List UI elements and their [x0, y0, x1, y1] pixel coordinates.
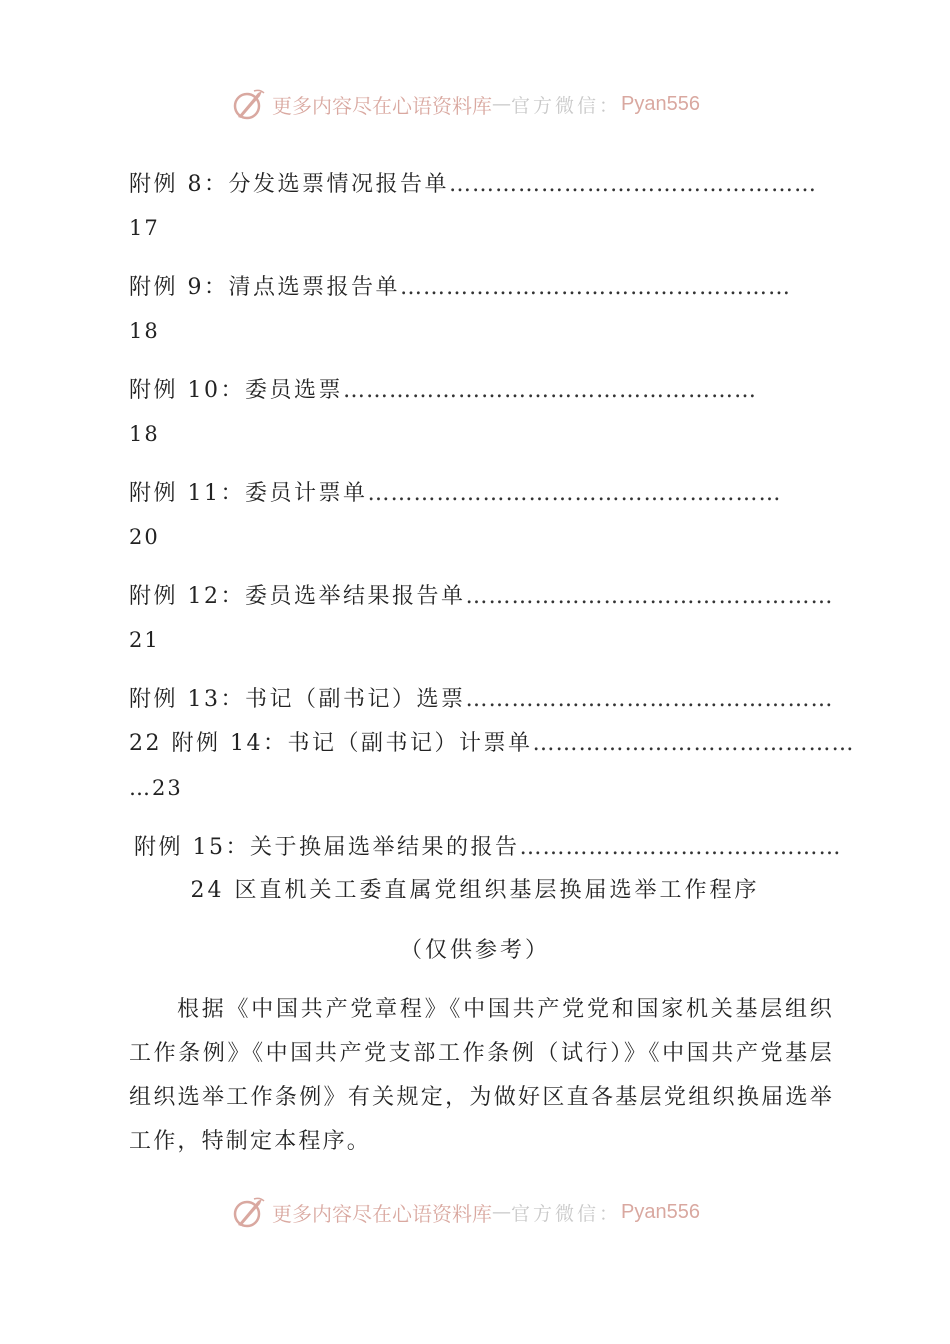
toc-item-12 [129, 582, 834, 612]
watermark-separator: — [492, 93, 511, 115]
watermark-wechat-id: Pyan556 [621, 92, 700, 115]
body-paragraph: 根据《中国共产党章程》《中国共产党党和国家机关基层组织工作条例》《中国共产党支部工作条例（试行）》《中国共产党基层组织选举工作条例》有关规定，为做好区直各基层党组织换届选举工作，特制定本程序。 [129, 997, 834, 1154]
toc-leader-dots: ………………………………………… [465, 687, 834, 712]
toc-item-label: 附例 8：分发选票情况报告单 [129, 172, 449, 197]
toc-item-10 [129, 376, 757, 406]
toc-item-label: 附例 10：委员选票 [129, 378, 343, 403]
document-subtitle: （仅供参考） [399, 938, 550, 963]
toc-leader-dots: …………………………………… [519, 835, 842, 860]
watermark-separator: — [492, 1201, 511, 1223]
toc-leader-dots: …………………………………………… [400, 275, 791, 300]
toc-leader-dots: ………………………………………… [465, 584, 834, 609]
toc-item-14 [129, 729, 854, 759]
toc-item-15 [134, 833, 842, 863]
toc-page-number: 20 [129, 525, 160, 549]
watermark-wechat-label: 官方微信： [511, 1202, 622, 1225]
toc-item-8 [129, 170, 817, 200]
toc-leader-dots: …………………………………… [532, 731, 855, 756]
toc-leader-dots: ………………………………………… [449, 172, 817, 197]
pen-logo-icon [232, 87, 266, 121]
watermark-text-cn: 更多内容尽在心语资料库 [272, 1201, 492, 1226]
toc-item-label: 附例 9：清点选票报告单 [129, 275, 400, 300]
toc-page-number: 18 [129, 422, 160, 446]
document-title: 24 区直机关工委直属党组织基层换届选举工作程序 [190, 878, 760, 903]
watermark-text-cn: 更多内容尽在心语资料库 [272, 93, 492, 118]
toc-page-number: 18 [129, 319, 160, 343]
toc-item-label: 附例 11：委员计票单 [129, 481, 368, 506]
pen-logo-icon [232, 1195, 266, 1229]
toc-leader-dots: ……………………………………………… [343, 378, 757, 403]
toc-item-label: 附例 12：委员选举结果报告单 [129, 584, 466, 609]
watermark-footer [232, 1194, 700, 1230]
watermark-header [232, 86, 700, 122]
toc-item-label: 22 附例 14：书记（副书记）计票单 [129, 731, 533, 756]
watermark-wechat-id: Pyan556 [621, 1200, 700, 1223]
toc-item-11 [129, 479, 782, 509]
toc-item-label: 附例 15：关于换届选举结果的报告 [134, 835, 520, 860]
toc-page-number: …23 [129, 776, 183, 800]
toc-item-label: 附例 13：书记（副书记）选票 [129, 687, 466, 712]
watermark-wechat-label: 官方微信： [511, 94, 622, 117]
toc-item-9 [129, 273, 791, 303]
toc-page-number: 17 [129, 216, 160, 240]
toc-item-13 [129, 685, 834, 715]
toc-page-number: 21 [129, 628, 160, 652]
toc-leader-dots: ……………………………………………… [367, 481, 782, 506]
